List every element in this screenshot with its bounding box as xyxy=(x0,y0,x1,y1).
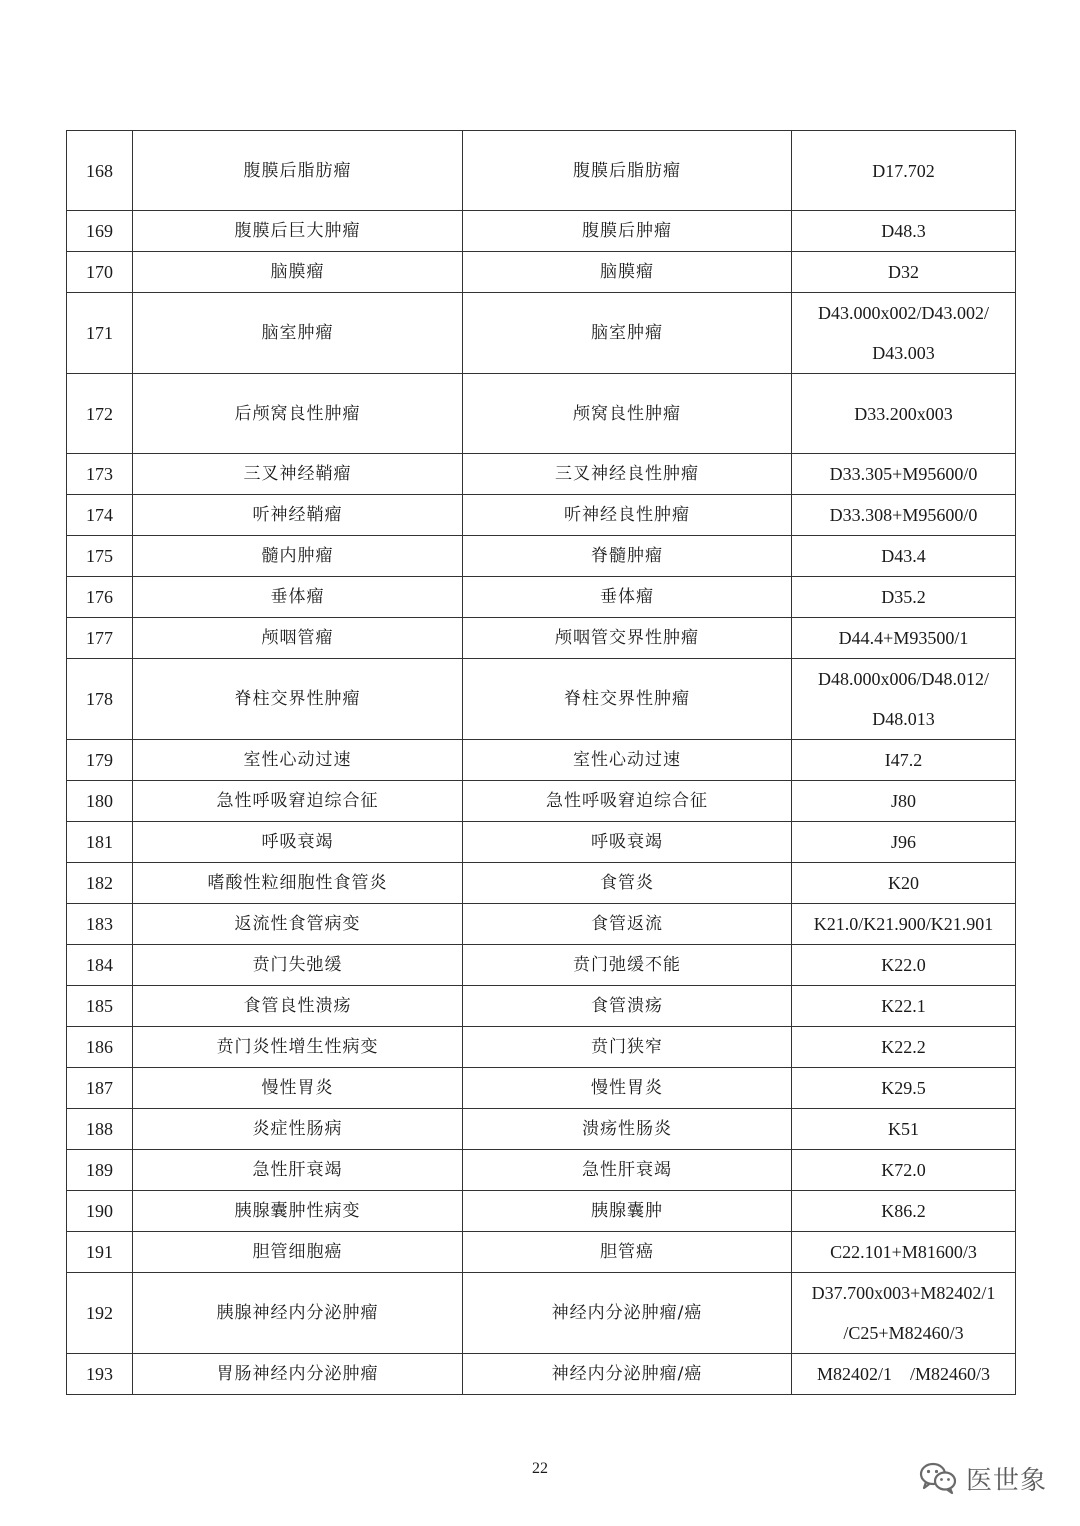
table-body xyxy=(67,131,1016,1395)
diagnosis-code-cell xyxy=(792,293,1016,374)
diagnosis-code-cell xyxy=(792,577,1016,618)
table-row xyxy=(67,252,1016,293)
table-row xyxy=(67,1027,1016,1068)
diagnosis-code-cell xyxy=(792,740,1016,781)
table-row xyxy=(67,740,1016,781)
watermark xyxy=(918,1458,1047,1498)
diagnosis-code-cell xyxy=(792,659,1016,740)
row-number-cell: 172 xyxy=(67,374,133,454)
category-name-cell: 溃疡性肠炎 xyxy=(463,1109,792,1150)
disease-name-cell: 听神经鞘瘤 xyxy=(133,495,463,536)
disease-code-table xyxy=(66,130,1016,1395)
table-row xyxy=(67,1273,1016,1354)
diagnosis-code-cell xyxy=(792,1068,1016,1109)
diagnosis-code-line: D32 xyxy=(888,262,919,282)
category-name-cell: 神经内分泌肿瘤/癌 xyxy=(463,1354,792,1395)
diagnosis-code-line: /C25+M82460/3 xyxy=(843,1323,964,1343)
diagnosis-code-line: K22.0 xyxy=(881,955,926,975)
category-name-cell: 垂体瘤 xyxy=(463,577,792,618)
diagnosis-code-line: K29.5 xyxy=(881,1078,926,1098)
category-name-cell: 颅咽管交界性肿瘤 xyxy=(463,618,792,659)
disease-name-cell: 急性肝衰竭 xyxy=(133,1150,463,1191)
table-row xyxy=(67,1109,1016,1150)
disease-name-cell: 后颅窝良性肿瘤 xyxy=(133,374,463,454)
disease-name-cell: 胆管细胞癌 xyxy=(133,1232,463,1273)
row-number-cell: 169 xyxy=(67,211,133,252)
category-name-cell: 贲门弛缓不能 xyxy=(463,945,792,986)
disease-name-cell: 脑室肿瘤 xyxy=(133,293,463,374)
diagnosis-code-line: D17.702 xyxy=(872,160,935,181)
table-row xyxy=(67,1232,1016,1273)
row-number-cell: 168 xyxy=(67,131,133,211)
diagnosis-code-line: D33.305+M95600/0 xyxy=(829,464,978,484)
disease-name-cell: 室性心动过速 xyxy=(133,740,463,781)
row-number-cell: 177 xyxy=(67,618,133,659)
table-row xyxy=(67,904,1016,945)
row-number-cell: 174 xyxy=(67,495,133,536)
row-number-cell: 171 xyxy=(67,293,133,374)
category-name-cell: 食管炎 xyxy=(463,863,792,904)
diagnosis-code-line: D37.700x003+M82402/1 xyxy=(811,1283,996,1303)
diagnosis-code-line: I47.2 xyxy=(884,750,923,770)
row-number-cell: 193 xyxy=(67,1354,133,1395)
table-row xyxy=(67,1150,1016,1191)
disease-name-cell: 胰腺囊肿性病变 xyxy=(133,1191,463,1232)
category-name-cell: 食管返流 xyxy=(463,904,792,945)
disease-name-cell: 胰腺神经内分泌肿瘤 xyxy=(133,1273,463,1354)
category-name-cell: 胰腺囊肿 xyxy=(463,1191,792,1232)
table-row xyxy=(67,781,1016,822)
diagnosis-code-line: D48.000x006/D48.012/ xyxy=(818,669,989,689)
diagnosis-code-cell xyxy=(792,211,1016,252)
category-name-cell: 急性呼吸窘迫综合征 xyxy=(463,781,792,822)
row-number-cell: 179 xyxy=(67,740,133,781)
category-name-cell: 呼吸衰竭 xyxy=(463,822,792,863)
diagnosis-code-line: K86.2 xyxy=(881,1201,926,1221)
row-number-cell: 178 xyxy=(67,659,133,740)
table-row xyxy=(67,986,1016,1027)
row-number-cell: 176 xyxy=(67,577,133,618)
table-row xyxy=(67,211,1016,252)
disease-name-cell: 髓内肿瘤 xyxy=(133,536,463,577)
diagnosis-code-line: D43.003 xyxy=(872,343,935,363)
diagnosis-code-line: K20 xyxy=(888,873,919,893)
diagnosis-code-line: K51 xyxy=(888,1119,919,1139)
table-row xyxy=(67,1354,1016,1395)
disease-name-cell: 脑膜瘤 xyxy=(133,252,463,293)
diagnosis-code-line: D33.308+M95600/0 xyxy=(829,505,978,525)
diagnosis-code-cell xyxy=(792,495,1016,536)
diagnosis-code-cell xyxy=(792,904,1016,945)
table-row xyxy=(67,618,1016,659)
diagnosis-code-line: J80 xyxy=(890,791,916,811)
row-number-cell: 181 xyxy=(67,822,133,863)
disease-name-cell: 脊柱交界性肿瘤 xyxy=(133,659,463,740)
disease-name-cell: 贲门炎性增生性病变 xyxy=(133,1027,463,1068)
row-number-cell: 188 xyxy=(67,1109,133,1150)
diagnosis-code-cell xyxy=(792,1232,1016,1273)
diagnosis-code-cell xyxy=(792,252,1016,293)
category-name-cell: 腹膜后脂肪瘤 xyxy=(463,131,792,211)
category-name-cell: 急性肝衰竭 xyxy=(463,1150,792,1191)
category-name-cell: 神经内分泌肿瘤/癌 xyxy=(463,1273,792,1354)
diagnosis-code-line: M82402/1 /M82460/3 xyxy=(816,1364,990,1384)
row-number-cell: 191 xyxy=(67,1232,133,1273)
table-row xyxy=(67,454,1016,495)
category-name-cell: 胆管癌 xyxy=(463,1232,792,1273)
diagnosis-code-cell xyxy=(792,1191,1016,1232)
wechat-icon xyxy=(918,1461,958,1495)
row-number-cell: 175 xyxy=(67,536,133,577)
disease-name-cell: 颅咽管瘤 xyxy=(133,618,463,659)
category-name-cell: 贲门狭窄 xyxy=(463,1027,792,1068)
category-name-cell: 脑膜瘤 xyxy=(463,252,792,293)
table-row xyxy=(67,374,1016,454)
diagnosis-code-line: K22.1 xyxy=(881,996,926,1016)
row-number-cell: 182 xyxy=(67,863,133,904)
category-name-cell: 三叉神经良性肿瘤 xyxy=(463,454,792,495)
watermark-text: 医世象 xyxy=(966,1465,1048,1496)
diagnosis-code-cell xyxy=(792,986,1016,1027)
disease-name-cell: 急性呼吸窘迫综合征 xyxy=(133,781,463,822)
disease-name-cell: 呼吸衰竭 xyxy=(133,822,463,863)
diagnosis-code-line: J96 xyxy=(890,832,916,852)
diagnosis-code-line: C22.101+M81600/3 xyxy=(830,1242,977,1262)
diagnosis-code-cell xyxy=(792,1273,1016,1354)
row-number-cell: 189 xyxy=(67,1150,133,1191)
disease-name-cell: 垂体瘤 xyxy=(133,577,463,618)
disease-name-cell: 食管良性溃疡 xyxy=(133,986,463,1027)
table-row xyxy=(67,495,1016,536)
row-number-cell: 187 xyxy=(67,1068,133,1109)
diagnosis-code-line: D43.4 xyxy=(881,546,926,566)
disease-name-cell: 胃肠神经内分泌肿瘤 xyxy=(133,1354,463,1395)
table-row xyxy=(67,1191,1016,1232)
category-name-cell: 室性心动过速 xyxy=(463,740,792,781)
category-name-cell: 腹膜后肿瘤 xyxy=(463,211,792,252)
diagnosis-code-line: K72.0 xyxy=(881,1160,926,1180)
table-row xyxy=(67,822,1016,863)
category-name-cell: 脊柱交界性肿瘤 xyxy=(463,659,792,740)
row-number-cell: 180 xyxy=(67,781,133,822)
diagnosis-code-cell xyxy=(792,618,1016,659)
diagnosis-code-line: D48.013 xyxy=(872,709,935,729)
diagnosis-code-line: D48.3 xyxy=(881,221,926,241)
diagnosis-code-line: D33.200x003 xyxy=(854,403,953,424)
diagnosis-code-cell xyxy=(792,536,1016,577)
table-row xyxy=(67,293,1016,374)
diagnosis-code-cell xyxy=(792,131,1016,211)
category-name-cell: 脑室肿瘤 xyxy=(463,293,792,374)
disease-name-cell: 嗜酸性粒细胞性食管炎 xyxy=(133,863,463,904)
category-name-cell: 颅窝良性肿瘤 xyxy=(463,374,792,454)
diagnosis-code-cell xyxy=(792,454,1016,495)
diagnosis-code-cell xyxy=(792,374,1016,454)
disease-name-cell: 贲门失弛缓 xyxy=(133,945,463,986)
row-number-cell: 183 xyxy=(67,904,133,945)
table-row xyxy=(67,863,1016,904)
row-number-cell: 192 xyxy=(67,1273,133,1354)
diagnosis-code-cell xyxy=(792,822,1016,863)
disease-name-cell: 腹膜后脂肪瘤 xyxy=(133,131,463,211)
diagnosis-code-line: K22.2 xyxy=(881,1037,926,1057)
table-row xyxy=(67,659,1016,740)
diagnosis-code-line: K21.0/K21.900/K21.901 xyxy=(813,914,994,934)
table-row xyxy=(67,1068,1016,1109)
category-name-cell: 慢性胃炎 xyxy=(463,1068,792,1109)
row-number-cell: 170 xyxy=(67,252,133,293)
row-number-cell: 173 xyxy=(67,454,133,495)
diagnosis-code-line: D44.4+M93500/1 xyxy=(838,628,969,648)
disease-name-cell: 炎症性肠病 xyxy=(133,1109,463,1150)
table-row xyxy=(67,945,1016,986)
row-number-cell: 190 xyxy=(67,1191,133,1232)
row-number-cell: 185 xyxy=(67,986,133,1027)
disease-name-cell: 返流性食管病变 xyxy=(133,904,463,945)
disease-name-cell: 慢性胃炎 xyxy=(133,1068,463,1109)
diagnosis-code-cell xyxy=(792,1150,1016,1191)
diagnosis-code-cell xyxy=(792,863,1016,904)
diagnosis-code-cell xyxy=(792,1109,1016,1150)
row-number-cell: 186 xyxy=(67,1027,133,1068)
category-name-cell: 食管溃疡 xyxy=(463,986,792,1027)
category-name-cell: 脊髓肿瘤 xyxy=(463,536,792,577)
row-number-cell: 184 xyxy=(67,945,133,986)
diagnosis-code-line: D43.000x002/D43.002/ xyxy=(818,303,989,323)
diagnosis-code-cell xyxy=(792,945,1016,986)
page-number: 22 xyxy=(532,1460,548,1477)
diagnosis-code-cell xyxy=(792,1027,1016,1068)
table-row xyxy=(67,536,1016,577)
diagnosis-code-line: D35.2 xyxy=(881,587,926,607)
table-row xyxy=(67,131,1016,211)
category-name-cell: 听神经良性肿瘤 xyxy=(463,495,792,536)
disease-name-cell: 三叉神经鞘瘤 xyxy=(133,454,463,495)
table-row xyxy=(67,577,1016,618)
disease-name-cell: 腹膜后巨大肿瘤 xyxy=(133,211,463,252)
diagnosis-code-cell xyxy=(792,781,1016,822)
diagnosis-code-cell xyxy=(792,1354,1016,1395)
